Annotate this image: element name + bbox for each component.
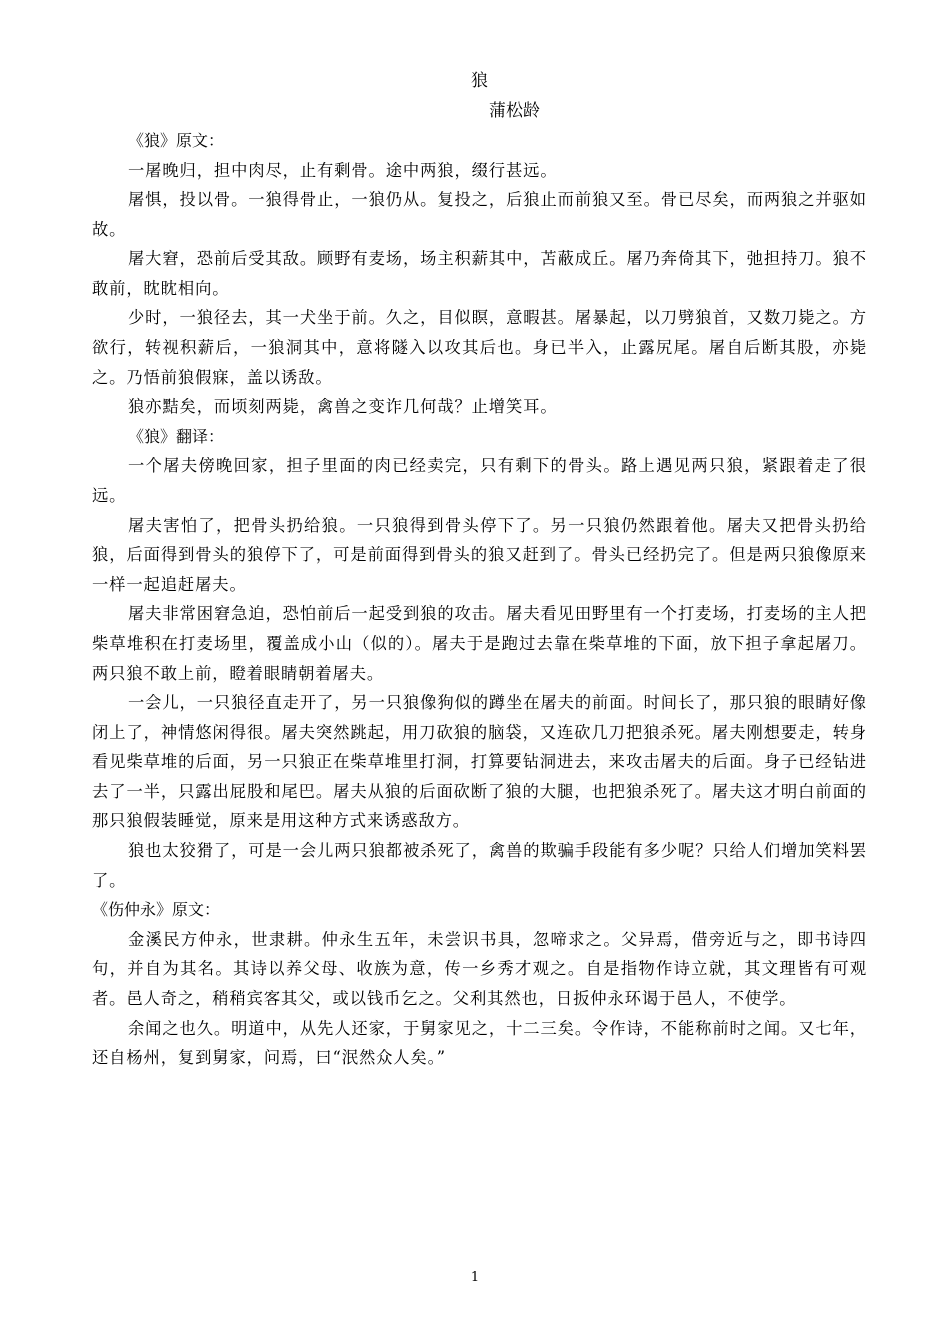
paragraph: 一会儿，一只狼径直走开了，另一只狼像狗似的蹲坐在屠夫的前面。时间长了，那只狼的眼睛好像闭上了，神情悠闲得很。屠夫突然跳起，用刀砍狼的脑袋，又连砍几刀把狼杀死。屠夫刚想要走，转身看见柴草堆的后面，另一只狼正在柴草堆里打洞，打算要钻洞进去，来攻击屠夫的后面。身子已经钻进去了一半，只露出屁股和尾巴。屠夫从狼的后面砍断了狼的大腿，也把狼杀死了。屠夫这才明白前面的那只狼假装睡觉，原来是用这种方式来诱惑敌方。: [92, 693, 867, 831]
section-wolf-translation: [92, 422, 867, 895]
page-number: 1: [470, 1270, 480, 1285]
paragraph: 金溪民方仲永，世隶耕。仲永生五年，未尝识书具，忽啼求之。父异焉，借旁近与之，即书诗四句，并自为其名。其诗以养父母、收族为意，传一乡秀才观之。自是指物作诗立就，其文理皆有可观者。邑人奇之，稍稍宾客其父，或以钱币乞之。父利其然也，日扳仲永环谒于邑人，不使学。: [92, 929, 867, 1008]
paragraph: 屠夫害怕了，把骨头扔给狼。一只狼得到骨头停下了。另一只狼仍然跟着他。屠夫又把骨头扔给狼，后面得到骨头的狼停下了，可是前面得到骨头的狼又赶到了。骨头已经扔完了。但是两只狼像原来一样一起追赶屠夫。: [92, 515, 867, 594]
paragraph: 屠夫非常困窘急迫，恐怕前后一起受到狼的攻击。屠夫看见田野里有一个打麦场，打麦场的主人把柴草堆积在打麦场里，覆盖成小山（似的）。屠夫于是跑过去靠在柴草堆的下面，放下担子拿起屠刀。两只狼不敢上前，瞪着眼睛朝着屠夫。: [92, 604, 867, 683]
section-wolf-original: [92, 126, 867, 422]
document-title: 狼: [471, 71, 488, 91]
paragraph: 屠大窘，恐前后受其敌。顾野有麦场，场主积薪其中，苫蔽成丘。屠乃奔倚其下，弛担持刀。狼不敢前，眈眈相向。: [92, 249, 867, 298]
paragraph: 一个屠夫傍晚回家，担子里面的肉已经卖完，只有剩下的骨头。路上遇见两只狼，紧跟着走了很远。: [92, 456, 867, 505]
section-heading: 《狼》原文：: [128, 131, 225, 150]
paragraph: 狼亦黠矣，而顷刻两毙，禽兽之变诈几何哉？止增笑耳。: [128, 397, 558, 417]
paragraph: 少时，一狼径去，其一犬坐于前。久之，目似瞑，意暇甚。屠暴起，以刀劈狼首，又数刀毙之。方欲行，转视积薪后，一狼洞其中，意将隧入以攻其后也。身已半入，止露尻尾。屠自后断其股，亦毙之。乃悟前狼假寐，盖以诱敌。: [92, 308, 867, 387]
paragraph: 余闻之也久。明道中，从先人还家，于舅家见之，十二三矣。令作诗，不能称前时之闻。又七年，还自杨州，复到舅家，问焉，曰“泯然众人矣。”: [92, 1018, 867, 1068]
document-page: [92, 66, 867, 1073]
section-heading: 《狼》翻译：: [128, 426, 225, 446]
paragraph: 屠惧，投以骨。一狼得骨止，一狼仍从。复投之，后狼止而前狼又至。骨已尽矣，而两狼之并驱如故。: [92, 190, 867, 239]
paragraph: 一屠晚归，担中肉尽，止有剩骨。途中两狼，缀行甚远。: [128, 160, 558, 180]
section-heading: 《伤仲永》原文：: [92, 900, 221, 920]
section-shang-zhongyong-original: [92, 895, 867, 1072]
paragraph: 狼也太狡猾了，可是一会儿两只狼都被杀死了，禽兽的欺骗手段能有多少呢？只给人们增加笑料罢了。: [92, 841, 867, 890]
document-author: 蒲松龄: [489, 101, 540, 121]
